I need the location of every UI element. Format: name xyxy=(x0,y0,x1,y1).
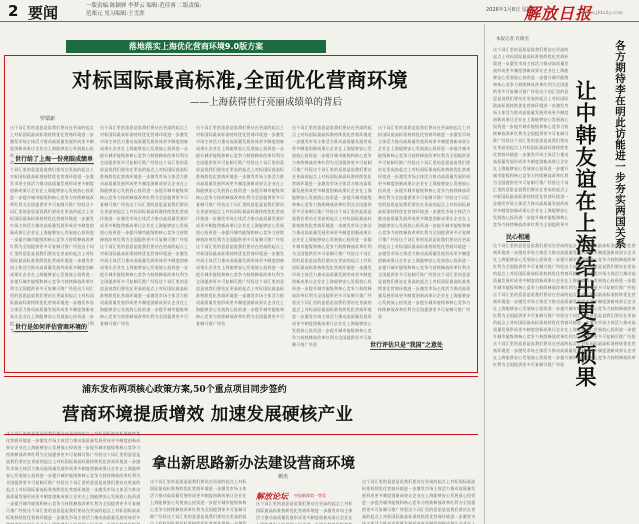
commentary-author: 颜杰 xyxy=(278,474,289,480)
section-name: 要闻 xyxy=(28,4,59,22)
main-byline: 罗瑞新 xyxy=(40,116,56,122)
main-headline: 对标国际最高标准,全面优化营商环境 xyxy=(71,68,409,92)
right-headline: 让中韩友谊在上海结出更多硕果 xyxy=(573,80,597,388)
issue-date: 2026年1月8日 星期四 xyxy=(486,7,537,13)
commentary-column-3 xyxy=(362,478,478,524)
left-box-text xyxy=(6,430,144,524)
body-column-2 xyxy=(100,124,192,362)
body-column-5 xyxy=(378,124,474,334)
forum-label: 解放论坛 xyxy=(256,491,288,501)
main-subhead: ——上海获得世行亮丽成绩单的背后 xyxy=(190,97,343,108)
section-subtitle-1: 世行给了上海一份亮眼成绩单 xyxy=(15,156,94,163)
right-byline: 本报记者 许锦杰 xyxy=(496,37,529,42)
right-body-2 xyxy=(493,242,636,518)
divider-rule xyxy=(4,376,478,377)
section-subtitle-3: 世行评估只是“我国”之意处 xyxy=(370,342,443,349)
site-url: www.jfdaily.com xyxy=(582,10,623,16)
section-subtitle-2: 世行是如何评估营商环境的 xyxy=(15,324,88,331)
commentary-column-1 xyxy=(150,478,250,524)
right-body-1 xyxy=(493,46,569,228)
right-story-area xyxy=(484,24,639,524)
topic-banner: 落地落实上海优化营商环境9.0版方案 xyxy=(66,40,326,53)
secondary-headline: 营商环境提质增效 加速发展硬核产业 xyxy=(62,405,354,425)
main-story-area xyxy=(0,24,482,524)
commentary-headline: 拿出新思路新办法建设营商环境 xyxy=(152,456,355,472)
commentary-column-2 xyxy=(256,500,356,524)
secondary-title: 浦东发布两项核心政策方案,50个重点项目同步签约 xyxy=(82,385,287,395)
body-column-3 xyxy=(196,124,288,362)
masthead xyxy=(0,0,639,22)
forum-sublabel: 中国新闻奖一等奖 xyxy=(294,493,326,498)
body-column-4 xyxy=(292,124,374,362)
right-subtitle: 民心相通 xyxy=(506,234,531,241)
newspaper-logo: 解放日报 xyxy=(524,4,593,23)
right-kicker: 各方期待李在明此访能进一步夯实两国关系 xyxy=(614,40,626,249)
editors-credit: 一版责编:陈颖婵 李梦云 编辑:范佳睿 二版责编:范栗元 见习编辑:王雪涯 xyxy=(86,3,202,17)
page-number: 2 xyxy=(8,2,19,20)
